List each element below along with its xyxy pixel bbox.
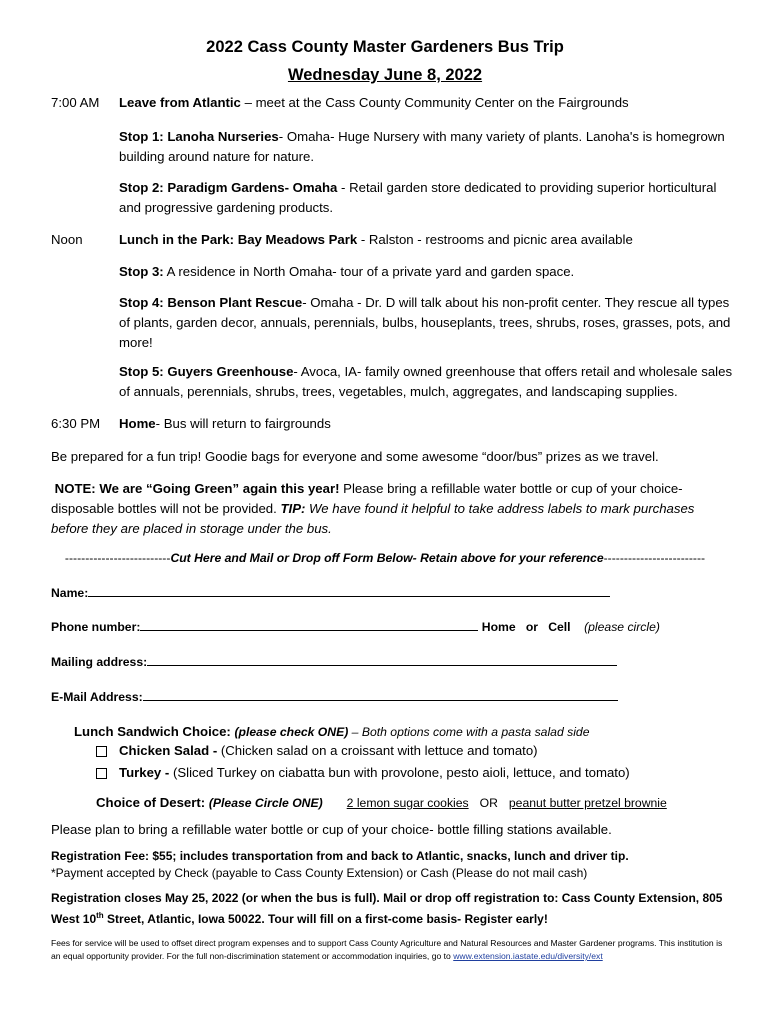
phone-row — [51, 617, 660, 637]
stop-5-text: - Avoca, IA- family owned greenhouse that offers retail and wholesale sales of annuals, perennials, shrubs, trees, vegetables, mulch, aggregates, and landscaping supplies. — [119, 364, 733, 399]
please-circle-note: (please circle) — [584, 620, 660, 634]
chicken-label: Chicken Salad - — [119, 743, 218, 758]
note-bold: NOTE: We are “Going Green” again this year! — [54, 481, 340, 496]
option-chicken — [96, 741, 538, 761]
stop-3-text: A residence in North Omaha- tour of a private yard and garden space. — [163, 264, 575, 279]
phone-label: Phone number: — [51, 620, 141, 634]
home-line — [119, 414, 739, 434]
home-text: - Bus will return to fairgrounds — [155, 416, 331, 431]
dessert-label: Choice of Desert: — [96, 795, 206, 810]
stop-1-label: Stop 1: Lanoha Nurseries — [119, 129, 279, 144]
mailing-row — [51, 652, 617, 672]
bottle-note: Please plan to bring a refillable water bottle or cup of your choice- bottle filling stations available. — [51, 822, 612, 837]
time-departure: 7:00 AM — [51, 95, 100, 110]
option-turkey — [96, 763, 630, 783]
tip-label: TIP: — [280, 501, 306, 516]
lunch-line — [119, 230, 739, 250]
tip-text: We have found it helpful to take address labels to mark purchases before they are placed in storage under the bus. — [51, 501, 695, 536]
stop-4 — [119, 293, 739, 353]
payment-note: *Payment accepted by Check (payable to Cass County Extension) or Cash (Please do not mail cash) — [51, 866, 588, 880]
closes-text-b: Street, Atlantic, Iowa 50022. Tour will fill on a first-come basis- Register early! — [103, 912, 548, 926]
leave-line — [119, 93, 739, 113]
stop-4-text: - Omaha - Dr. D will talk about his non-profit center. They rescue all types of plants, garden decor, annuals, perennials, bulbs, houseplants, trees, shrubs, roses, grasses, pots, and more! — [119, 295, 731, 350]
stop-2-text: - Retail garden store dedicated to providing superior horticultural and progressive gardening products. — [119, 180, 717, 215]
dessert-row — [96, 793, 667, 813]
home-label: Home — [119, 416, 156, 431]
leave-text: – meet at the Cass County Community Center on the Fairgrounds — [240, 95, 629, 110]
chicken-text: (Chicken salad on a croissant with lettuce and tomato) — [217, 743, 538, 758]
green-note — [51, 479, 731, 539]
stop-5-label: Stop 5: Guyers Greenhouse — [119, 364, 294, 379]
dessert-instruction: (Please Circle ONE) — [208, 796, 323, 810]
lunch-choice-label: Lunch Sandwich Choice: — [74, 724, 231, 739]
page-title: 2022 Cass County Master Gardeners Bus Trip — [206, 38, 564, 56]
time-return: 6:30 PM — [51, 416, 101, 431]
dessert-option-cookies[interactable]: 2 lemon sugar cookies — [346, 796, 469, 810]
lunch-choice-instruction: (please check ONE) — [234, 725, 349, 739]
turkey-checkbox[interactable] — [96, 768, 107, 779]
cut-dashes-right: ------------------------- — [603, 551, 706, 565]
stop-5 — [119, 362, 739, 402]
cut-line — [0, 549, 770, 567]
closes-text-a: Registration closes May 25, 2022 (or when the bus is full). Mail or drop off registration to: Cass County Extension, 805 West 10 — [51, 891, 723, 926]
leave-label: Leave from Atlantic — [119, 95, 241, 110]
stop-2-label: Stop 2: Paradigm Gardens- Omaha — [119, 180, 338, 195]
name-row — [51, 583, 610, 603]
time-noon: Noon — [51, 232, 83, 247]
phone-home-option[interactable]: Home — [481, 620, 516, 634]
phone-field[interactable] — [140, 618, 478, 631]
footer-text: Fees for service will be used to offset direct program expenses and to support Cass County Agriculture and Natural Resources and Master Gardener programs. This institution is an equal opportunity provider. For the full non-discrimination statement or accommodation inquiries, go to — [51, 938, 723, 961]
chicken-checkbox[interactable] — [96, 746, 107, 757]
mailing-field[interactable] — [147, 653, 617, 666]
name-label: Name: — [51, 586, 89, 600]
stop-1 — [119, 127, 739, 167]
cut-dashes-left: -------------------------- — [64, 551, 171, 565]
email-label: E-Mail Address: — [51, 690, 143, 704]
stop-2 — [119, 178, 739, 218]
turkey-text: (Sliced Turkey on ciabatta bun with provolone, pesto aioli, lettuce, and tomato) — [169, 765, 630, 780]
stop-3 — [119, 262, 739, 282]
registration-fee: Registration Fee: $55; includes transportation from and back to Atlantic, snacks, lunch and driver tip. — [51, 849, 629, 863]
stop-1-text: - Omaha- Huge Nursery with many variety of plants. Lanoha's is homegrown building around nature for nature. — [119, 129, 725, 164]
phone-cell-option[interactable]: Cell — [548, 620, 571, 634]
mailing-label: Mailing address: — [51, 655, 148, 669]
cut-text: Cut Here and Mail or Drop off Form Below- Retain above for your reference — [170, 551, 604, 565]
stop-4-label: Stop 4: Benson Plant Rescue — [119, 295, 303, 310]
name-field[interactable] — [88, 584, 610, 597]
prepared-note: Be prepared for a fun trip! Goodie bags for everyone and some awesome “door/bus” prizes as we travel. — [51, 449, 659, 464]
lunch-choice-heading — [74, 722, 589, 742]
turkey-label: Turkey - — [119, 765, 170, 780]
lunch-text: - Ralston - restrooms and picnic area available — [357, 232, 633, 247]
closes-sup: th — [96, 911, 104, 920]
lunch-label: Lunch in the Park: Bay Meadows Park — [119, 232, 358, 247]
email-row — [51, 687, 618, 707]
stop-3-label: Stop 3: — [119, 264, 164, 279]
dessert-option-brownie[interactable]: peanut butter pretzel brownie — [508, 796, 667, 810]
registration-closes — [51, 889, 741, 928]
trip-date: Wednesday June 8, 2022 — [287, 66, 483, 84]
dessert-or: OR — [479, 796, 498, 810]
email-field[interactable] — [143, 688, 618, 701]
phone-or: or — [525, 620, 539, 634]
footer-disclaimer — [51, 937, 731, 963]
note-text: Please bring a refillable water bottle or cup of your choice- disposable bottles will not be provided. — [51, 481, 683, 516]
footer-link[interactable]: www.extension.iastate.edu/diversity/ext — [453, 951, 603, 961]
lunch-choice-note: – Both options come with a pasta salad side — [348, 725, 590, 739]
